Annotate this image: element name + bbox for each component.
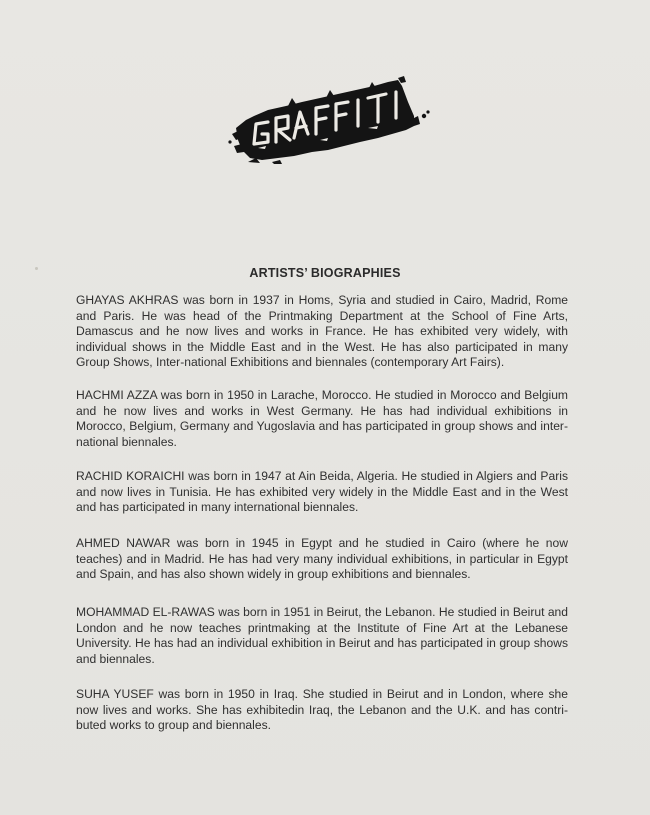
biography-hachmi-azza: HACHMI AZZA was born in 1950 in Larache, Morocco. He studied in Morocco and Belgium and he now lives and works in West Germany. He has had individual exhibitions in Morocco, Belgium, Germany and Yugoslavia and has participated in group shows and inter-national biennales. [76, 388, 568, 449]
biography-mohammad-el-rawas: MOHAMMAD EL-RAWAS was born in 1951 in Beirut, the Lebanon. He studied in Beirut and London and he now teaches printmaking at the Institute of Fine Art at the Lebanese University. He has had an individual exhibition in Beirut and has participated in group shows and biennales. [76, 605, 568, 666]
biography-rachid-koraichi: RACHID KORAICHI was born in 1947 at Ain Beida, Algeria. He studied in Algiers and Paris and now lives in Tunisia. He has exhibited very widely in the Middle East and in the West and has participated in many international biennales. [76, 469, 568, 515]
biography-suha-yusef: SUHA YUSEF was born in 1950 in Iraq. She studied in Beirut and in London, where she now lives and works. She has exhibitedin Iraq, the Lebanon and the U.K. and has contri-buted works to group and biennales. [76, 687, 568, 733]
graffiti-logo-icon [228, 76, 438, 164]
page-title: ARTISTS’ BIOGRAPHIES [249, 266, 401, 280]
biography-ahmed-nawar: AHMED NAWAR was born in 1945 in Egypt and he studied in Cairo (where he now teaches) and in Madrid. He has had very many individual exhibitions, in particular in Egypt and Spain, and has also shown widely in group exhibitions and biennales. [76, 536, 568, 582]
biography-ghayas-akhras: GHAYAS AKHRAS was born in 1937 in Homs, Syria and studied in Cairo, Madrid, Rome and Paris. He was head of the Printmaking Department at the School of Fine Arts, Damascus and he now lives and works in France. He has exhibited very widely, with individual shows in the Middle East and in the West. He has also participated in many Group Shows, Inter-national Exhibitions and biennales (contemporary Art Fairs). [76, 293, 568, 370]
